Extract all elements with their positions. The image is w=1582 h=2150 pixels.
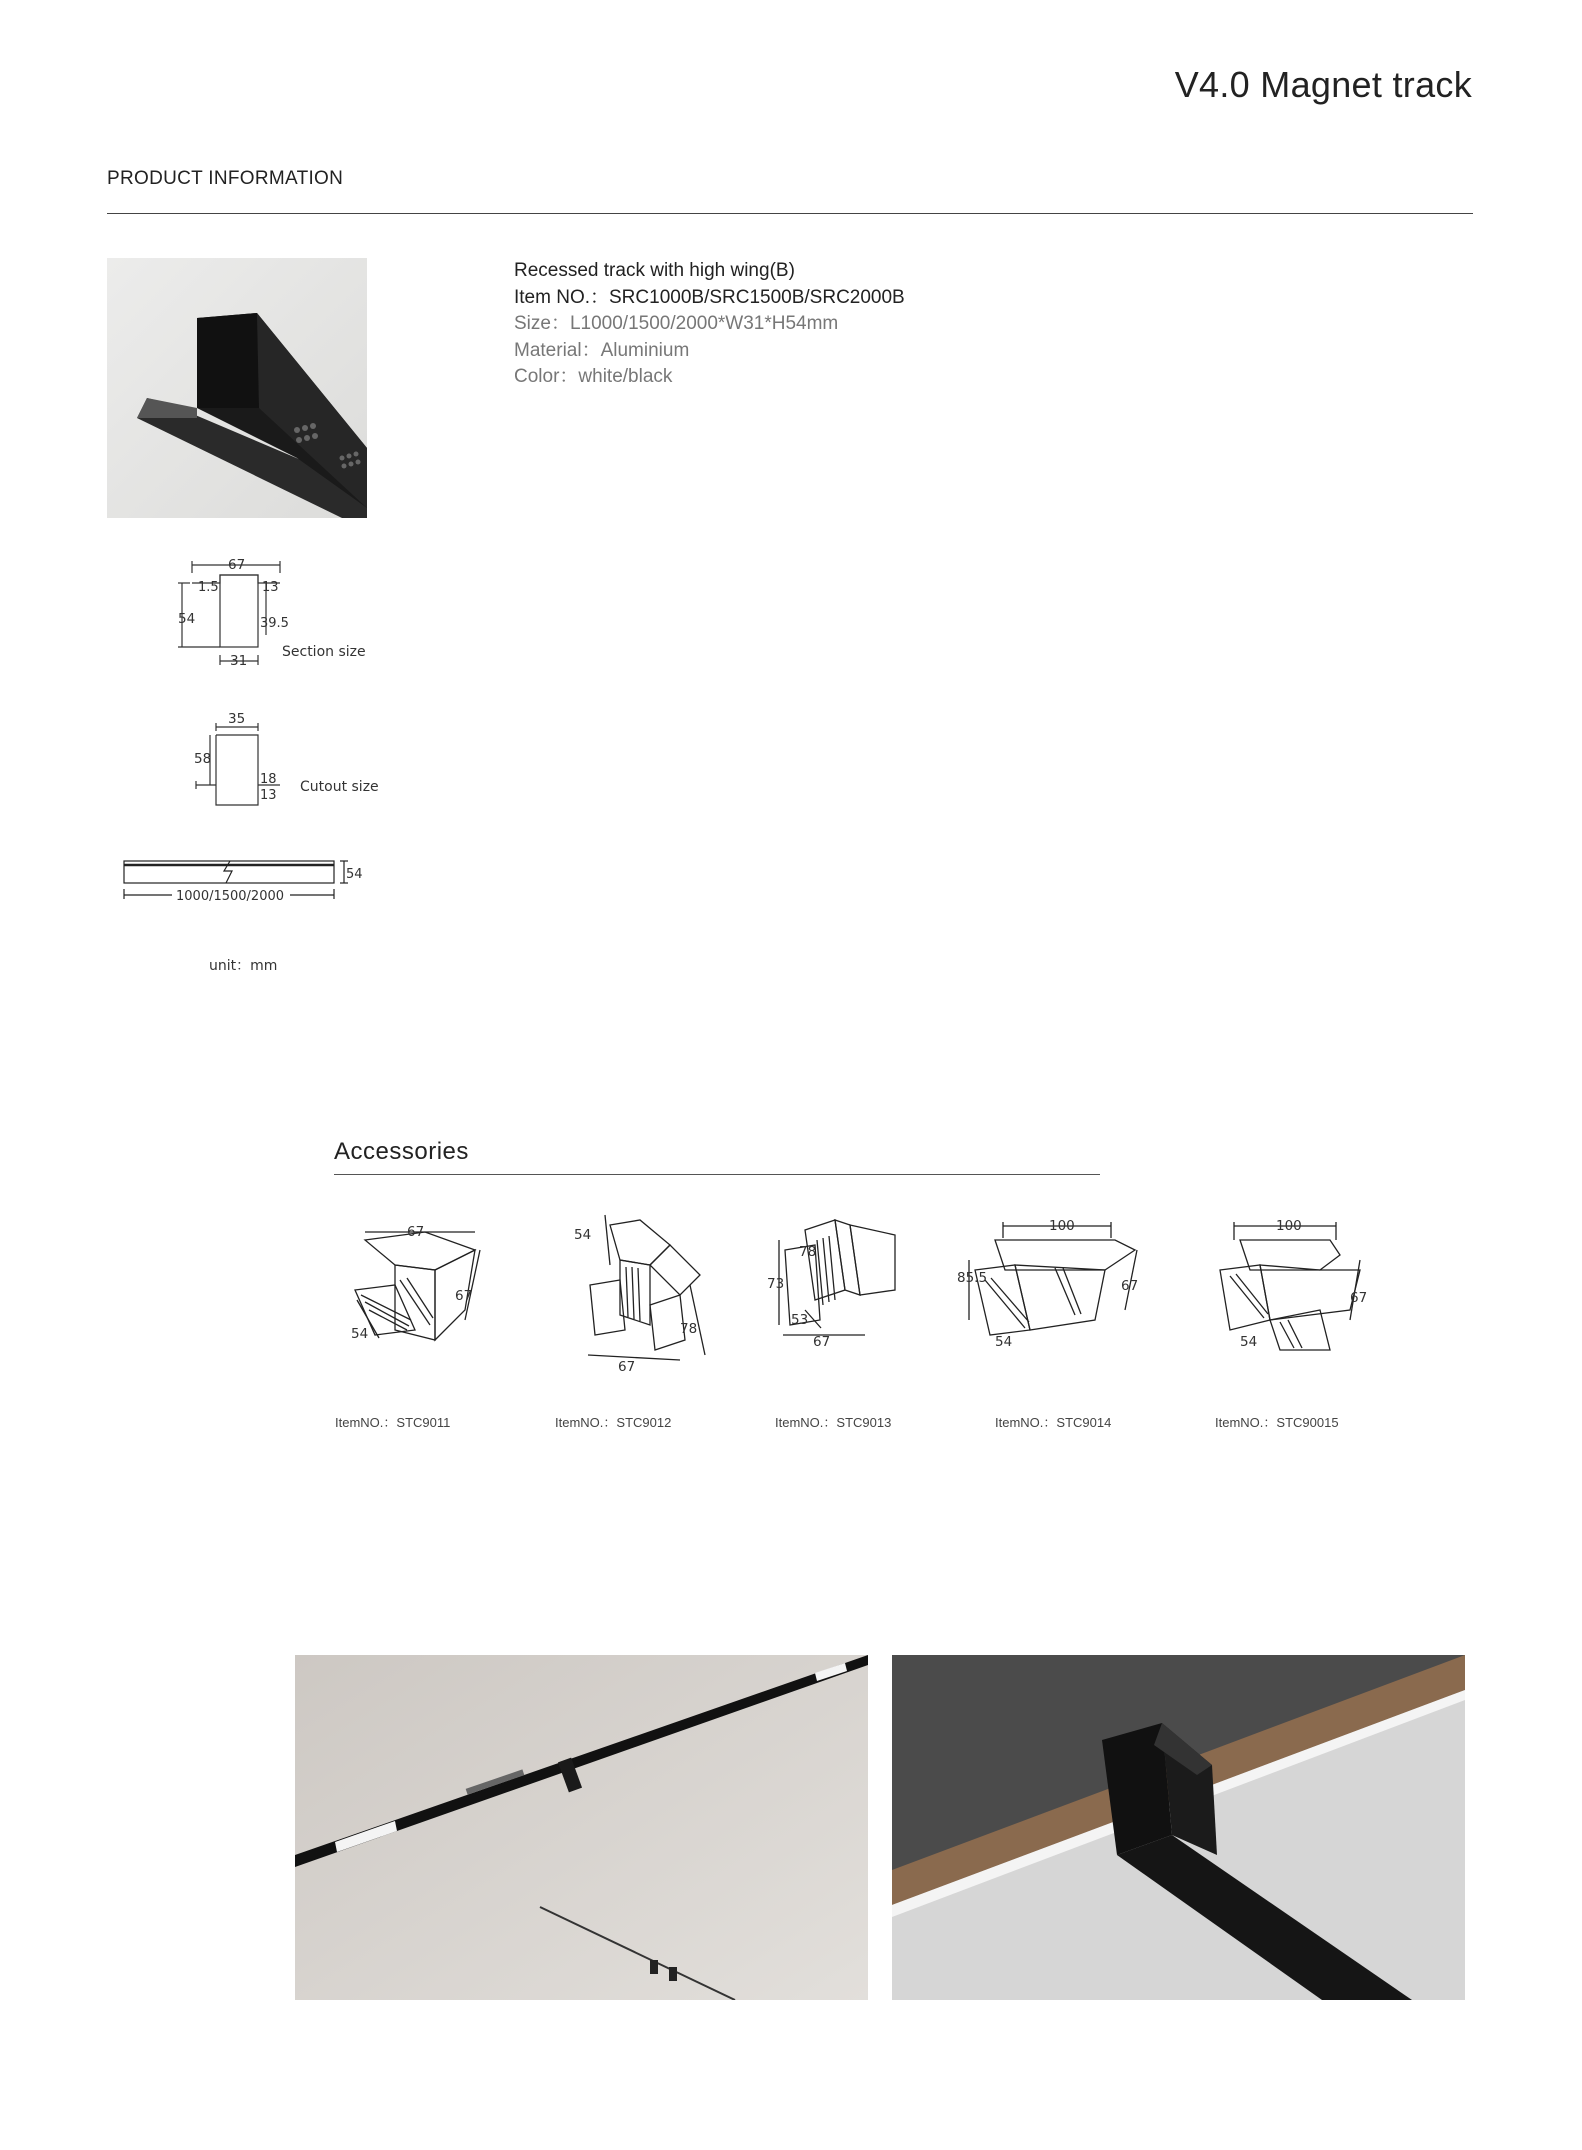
product-item-no: Item NO.：SRC1000B/SRC1500B/SRC2000B: [514, 286, 905, 308]
cutout-depth: 18: [260, 772, 277, 787]
section-size-diagram: [170, 555, 390, 670]
accessory-drawing-1: [335, 1210, 495, 1360]
installation-photo-left: [295, 1655, 868, 2000]
acc2-dim-b: 78: [680, 1321, 698, 1337]
section-lip: 1.5: [198, 580, 219, 595]
installation-photo-right: [892, 1655, 1465, 2000]
acc1-dim-a: 67: [407, 1224, 425, 1240]
accessory-drawing-2: [570, 1205, 710, 1375]
acc4-dim-b: 85.5: [957, 1270, 988, 1286]
acc1-dim-c: 54: [351, 1326, 369, 1342]
accessory-item-5: ItemNO.：STC90015: [1215, 1415, 1339, 1430]
product-color: Color：white/black: [514, 366, 673, 387]
acc1-dim-b: 67: [455, 1288, 473, 1304]
section-inner: 39.5: [260, 616, 289, 631]
acc4-dim-c: 67: [1121, 1278, 1139, 1294]
acc3-dim-c: 53: [791, 1312, 809, 1328]
cutout-lip: 13: [260, 788, 277, 803]
accessory-drawing-5: [1210, 1210, 1380, 1360]
acc2-dim-a: 54: [574, 1227, 592, 1243]
product-specs: [514, 258, 905, 391]
accessory-item-1: ItemNO.：STC9011: [335, 1415, 451, 1430]
accessory-drawing-3: [765, 1210, 905, 1360]
product-photo: [107, 258, 367, 518]
unit-note: unit：mm: [209, 958, 278, 974]
product-size: Size：L1000/1500/2000*W31*H54mm: [514, 313, 839, 334]
acc4-dim-d: 54: [995, 1334, 1013, 1350]
acc5-dim-a: 100: [1276, 1218, 1302, 1234]
accessory-drawing-4: [955, 1210, 1145, 1360]
acc3-dim-a: 73: [767, 1276, 785, 1292]
cutout-size-diagram: [190, 705, 410, 815]
accessory-item-3: ItemNO.：STC9013: [775, 1415, 892, 1430]
section-wing: 13: [262, 580, 279, 595]
section-divider: [107, 213, 1473, 214]
product-material: Material：Aluminium: [514, 339, 690, 361]
section-width-bottom: 31: [230, 653, 248, 669]
product-name: Recessed track with high wing(B): [514, 260, 795, 281]
section-heading: PRODUCT INFORMATION: [107, 168, 344, 189]
cutout-caption: Cutout size: [300, 779, 379, 795]
acc5-dim-c: 54: [1240, 1334, 1258, 1350]
accessory-item-4: ItemNO.：STC9014: [995, 1415, 1112, 1430]
acc3-dim-b: 78: [799, 1244, 817, 1260]
length-diagram: [120, 855, 380, 915]
accessories-title: Accessories: [334, 1138, 469, 1165]
length-height: 54: [346, 867, 363, 882]
document-title: V4.0 Magnet track: [1174, 64, 1472, 105]
acc3-dim-d: 67: [813, 1334, 831, 1350]
acc2-dim-c: 67: [618, 1359, 636, 1375]
section-width-top: 67: [228, 557, 246, 573]
length-value: 1000/1500/2000: [176, 889, 285, 904]
acc4-dim-a: 100: [1049, 1218, 1075, 1234]
accessories-divider: [334, 1174, 1100, 1175]
section-caption: Section size: [282, 644, 366, 660]
section-height: 54: [178, 611, 196, 627]
acc5-dim-b: 67: [1350, 1290, 1368, 1306]
accessory-item-2: ItemNO.：STC9012: [555, 1415, 672, 1430]
cutout-height: 58: [194, 751, 212, 767]
cutout-width: 35: [228, 711, 246, 727]
